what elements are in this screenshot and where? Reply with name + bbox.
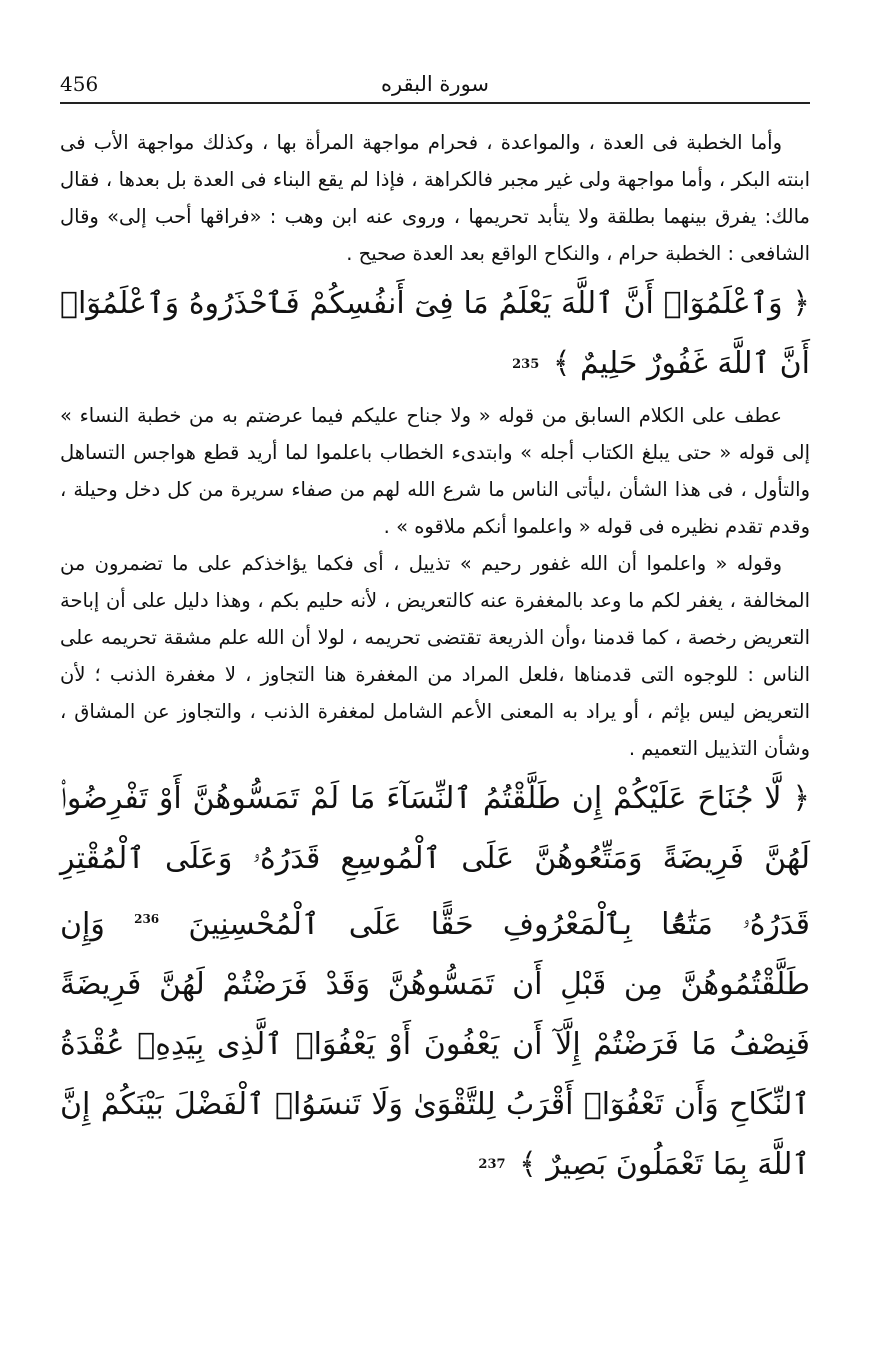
quran-verse-235 xyxy=(60,274,810,395)
verse-text-236: ﴿ لَّا جُنَاحَ عَلَيْكُمْ إِن طَلَّقْتُمُ ٱلنِّسَآءَ مَا لَمْ تَمَسُّوهُنَّ أَوْ تَفْرِضُوا۟ لَهُنَّ فَرِيضَةً وَمَتِّعُوهُنَّ عَلَى ٱلْمُوسِعِ قَدَرُهُۥ وَعَلَى ٱلْمُقْتِرِ قَدَرُهُۥ مَتَٰعًۢا بِٱلْمَعْرُوفِ حَقًّا عَلَى ٱلْمُحْسِنِينَ xyxy=(60,780,810,942)
verse-text-237: وَإِن طَلَّقْتُمُوهُنَّ مِن قَبْلِ أَن تَمَسُّوهُنَّ وَقَدْ فَرَضْتُمْ لَهُنَّ فَرِيضَةً فَنِصْفُ مَا فَرَضْتُمْ إِلَّآ أَن يَعْفُونَ أَوْ يَعْفُوَا۟ ٱلَّذِى بِيَدِهِۦ عُقْدَةُ ٱلنِّكَاحِ وَأَن تَعْفُوٓا۟ أَقْرَبُ لِلتَّقْوَىٰ وَلَا تَنسَوُا۟ ٱلْفَضْلَ بَيْنَكُمْ إِنَّ ٱللَّهَ بِمَا تَعْمَلُونَ بَصِيرٌ ﴾ xyxy=(60,906,810,1182)
book-page xyxy=(60,60,810,1320)
page-number: 456 xyxy=(60,72,99,96)
page-content xyxy=(60,124,810,1195)
verse-text: ﴿ وَٱعْلَمُوٓا۟ أَنَّ ٱللَّهَ يَعْلَمُ مَا فِىٓ أَنفُسِكُمْ فَٱحْذَرُوهُ وَٱعْلَمُوٓا۟ أَنَّ ٱللَّهَ غَفُورٌ حَلِيمٌ ﴾ xyxy=(60,286,810,381)
verse-number: 235 xyxy=(512,356,540,372)
verse-number-236: 236 xyxy=(134,911,160,926)
verse-number-237: 237 xyxy=(478,1157,506,1172)
surah-title: سورة البقره xyxy=(380,72,490,96)
commentary-paragraph-2: عطف على الكلام السابق من قوله « ولا جناح عليكم فيما عرضتم به من خطبة النساء » إلى قوله « حتى يبلغ الكتاب أجله » وابتدىء الخطاب باعلموا لما أريد قطع هواجس التساهل والتأول ، فى هذا الشأن ،ليأتى الناس ما شرع الله لهم من صفاء سريرة من كل دخل وحيلة ، وقدم تقدم نظيره فى قوله « واعلموا أنكم ملاقوه » . xyxy=(60,403,810,538)
quran-verse-236-237 xyxy=(60,769,810,1196)
commentary-paragraph-3: وقوله « واعلموا أن الله غفور رحيم » تذييل ، أى فكما يؤاخذكم على ما تضمرون من المخالفة ، يغفر لكم ما وعد بالمغفرة عنه كالتعريض ، لأنه حليم بكم ، وهذا دليل على أن إباحة التعريض رخصة ، كما قدمنا ،وأن الذريعة تقتضى تحريمه ، لولا أن الله علم مشقة تحريمه على الناس : للوجوه التى قدمناها ،فلعل المراد من المغفرة هنا التجاوز ، لا مغفرة الذنب ؛ لأن التعريض ليس بإثم ، أو يراد به المعنى الأعم الشامل لمغفرة الذنب ، والتجاوز عن المشاق ، وشأن التذييل التعميم . xyxy=(60,551,810,760)
page-header xyxy=(60,60,810,104)
commentary-paragraph-1: وأما الخطبة فى العدة ، والمواعدة ، فحرام مواجهة المرأة بها ، وكذلك مواجهة الأب فى ابنته البكر ، وأما مواجهة ولى غير مجبر فالكراهة ، فإذا لم يقع البناء فى العدة بل بعدها ، فقال مالك: يفرق بينهما بطلقة ولا يتأبد تحريمها ، وروى عنه ابن وهب : «فراقها أحب إلى» وقال الشافعى : الخطبة حرام ، والنكاح الواقع بعد العدة صحيح . xyxy=(60,131,810,265)
